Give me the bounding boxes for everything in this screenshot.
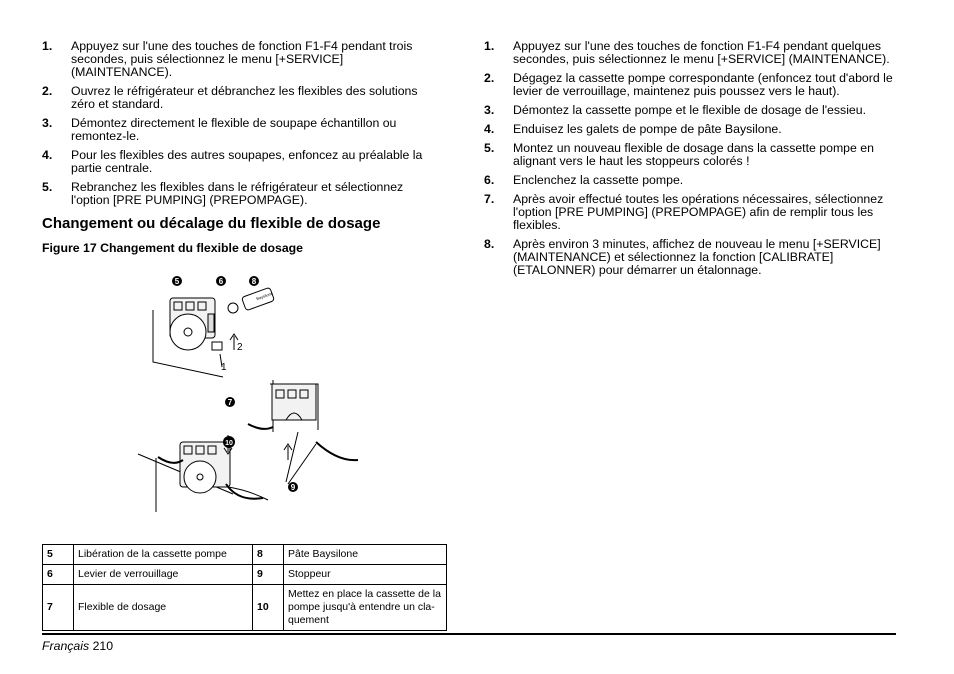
table-row: 5 Libération de la cassette pompe 8 Pâte Baysilone <box>43 545 447 565</box>
figure-caption: Figure 17 Changement du flexible de dosage <box>42 241 304 255</box>
pump-cassette-diagram <box>128 262 368 522</box>
list-item: 3. Démontez la cassette pompe et le flexible de dosage de l'essieu. <box>484 103 867 117</box>
arrow-label-2: 2 <box>237 342 243 353</box>
list-item: 4. Pour les flexibles des autres soupapes, enfoncez au préalable la partie centrale. <box>42 148 423 175</box>
footer-language: Français <box>42 639 90 653</box>
figure-illustration <box>128 262 368 522</box>
callout-5: 5 <box>174 277 180 286</box>
left-step-list <box>42 40 442 207</box>
table-row: 6 Levier de verrouillage 9 Stoppeur <box>43 565 447 585</box>
list-item: 2. Dégagez la cassette pompe correspondante (enfoncez tout d'abord le levier de verrouillage, maintenez puis poussez vers le haut). <box>484 71 893 98</box>
list-item: 2. Ouvrez le réfrigérateur et débranchez les flexibles des solutions zéro et standard. <box>42 84 418 111</box>
list-item: 5. Montez un nouveau flexible de dosage dans la cassette pompe en alignant vers le haut les stoppeurs colorés ! <box>484 141 874 168</box>
section-title: Changement ou décalage du flexible de dosage <box>42 215 381 232</box>
page-number: 210 <box>92 639 114 653</box>
list-item: 7. Après avoir effectué toutes les opérations nécessaires, sélectionnez l'option [PRE PUMPING] (PREPOMPAGE) afin de remplir tous les flexibles. <box>484 192 884 232</box>
list-item: 3. Démontez directement le flexible de soupape échantillon ou remontez-le. <box>42 116 397 143</box>
tube-label: Baysilone <box>255 290 274 302</box>
footer-rule <box>42 633 896 635</box>
table-row: 7 Flexible de dosage 10 Mettez en place la cassette de la pompe jusqu'à entendre un cla- quement <box>43 585 447 631</box>
callout-8: 8 <box>251 277 257 286</box>
list-item: 4. Enduisez les galets de pompe de pâte Baysilone. <box>484 122 782 136</box>
callout-6: 6 <box>218 277 224 286</box>
list-item: 1. Appuyez sur l'une des touches de fonction F1-F4 pendant quelques secondes, puis sélectionnez le menu [+SERVICE] (MAINTENANCE). <box>484 39 890 66</box>
page-footer <box>42 639 113 653</box>
arrow-label-1: 1 <box>221 362 227 373</box>
list-item: 5. Rebranchez les flexibles dans le réfrigérateur et sélectionnez l'option [PRE PUMPING] (PREPOMPAGE). <box>42 180 404 207</box>
right-column <box>484 40 896 283</box>
callout-9: 9 <box>290 483 296 492</box>
left-column <box>42 40 442 255</box>
list-item: 8. Après environ 3 minutes, affichez de nouveau le menu [+SERVICE] (MAINTENANCE) et sélectionnez la fonction [CALIBRATE] (ETALONNER) pour démarrer un étalonnage. <box>484 237 881 277</box>
right-step-list <box>484 40 896 277</box>
callout-10: 10 <box>225 440 233 447</box>
figure-legend-table <box>42 544 447 631</box>
list-item: 6. Enclenchez la cassette pompe. <box>484 173 684 187</box>
list-item: 1. Appuyez sur l'une des touches de fonction F1-F4 pendant trois secondes, puis sélectionnez le menu [+SERVICE] (MAINTENANCE). <box>42 39 413 79</box>
callout-7: 7 <box>227 398 233 407</box>
